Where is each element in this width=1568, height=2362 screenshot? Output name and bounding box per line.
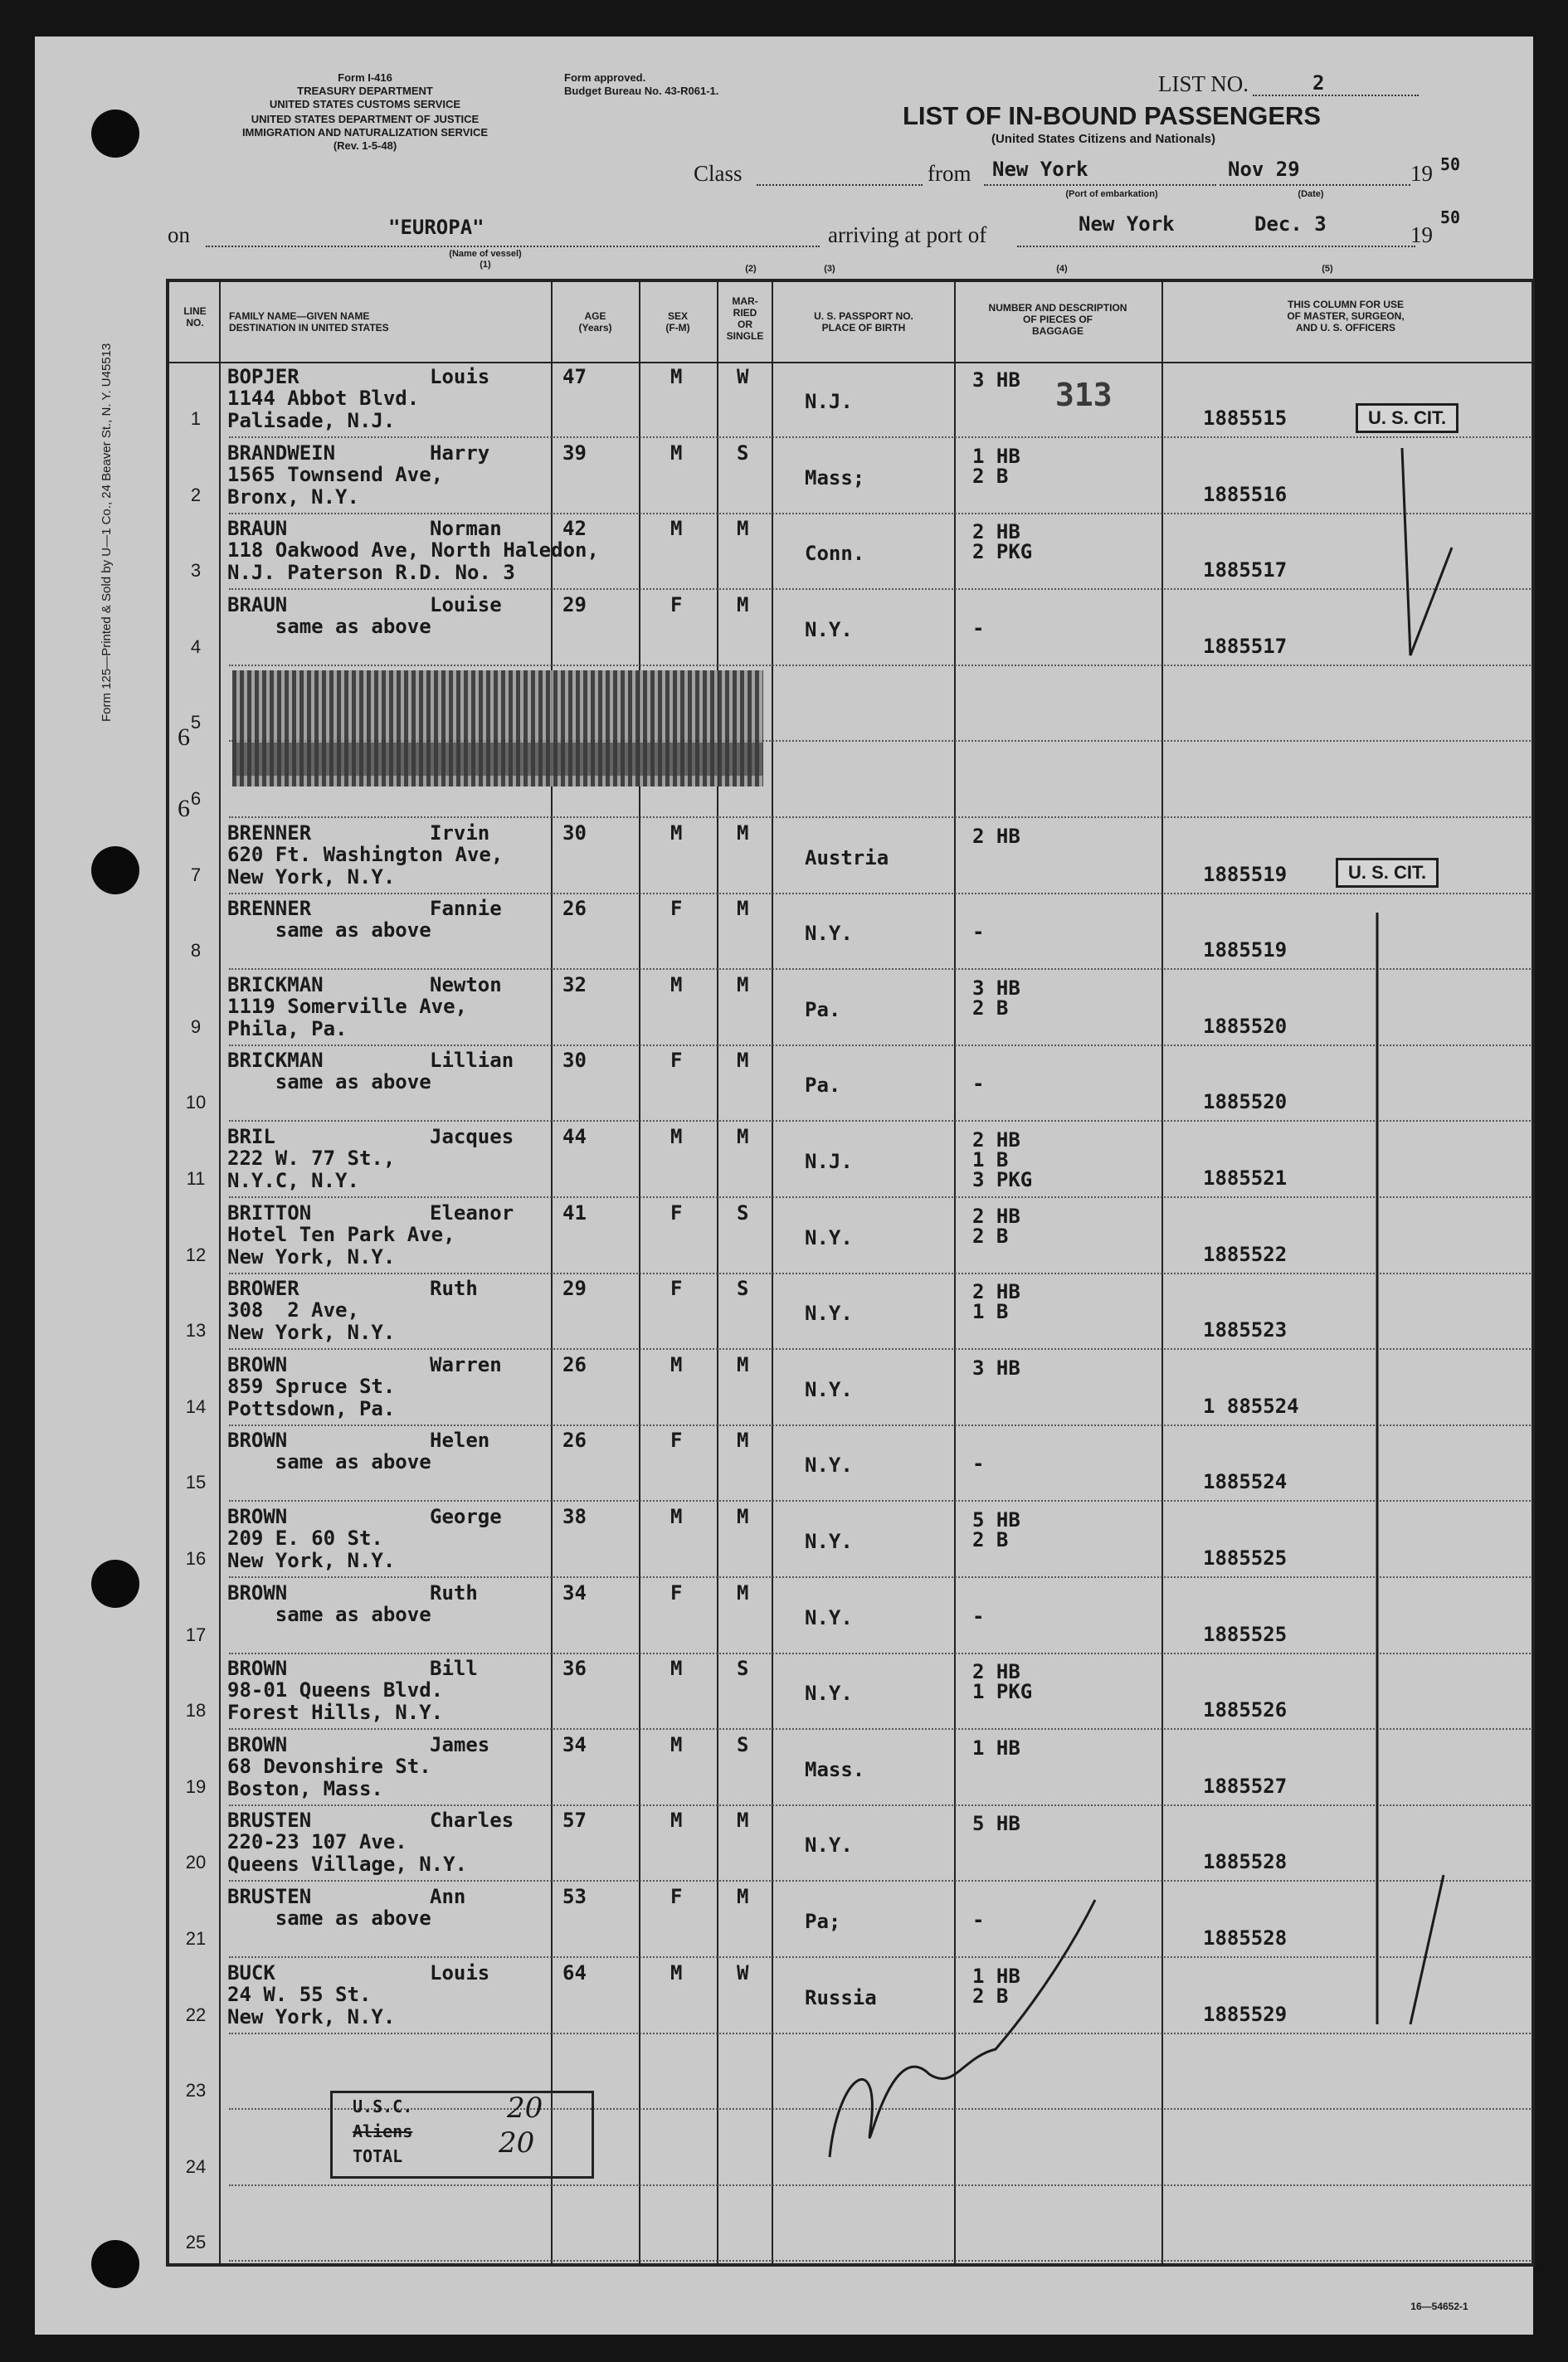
passenger-marital-status: M	[737, 1885, 749, 1908]
passenger-given-name: Ruth	[430, 1581, 478, 1605]
passenger-given-name: Lillian	[430, 1049, 514, 1072]
passenger-marital-status: W	[737, 365, 749, 388]
line-number: 19	[185, 1776, 207, 1797]
passenger-birthplace: Pa;	[805, 1910, 841, 1933]
passenger-sex: M	[670, 517, 683, 540]
line-number: 6	[190, 788, 202, 809]
passenger-marital-status: M	[737, 1581, 749, 1605]
officer-number: 1885516	[1203, 483, 1288, 506]
arrival-year: 50	[1440, 207, 1461, 227]
arrival-date: Dec. 3	[1254, 212, 1327, 236]
passenger-age: 36	[562, 1657, 587, 1680]
line-number: 24	[185, 2156, 207, 2177]
passenger-baggage: 5 HB	[972, 1508, 1020, 1532]
line-number: 10	[185, 1092, 207, 1113]
passenger-address: 118 Oakwood Ave, North Haledon,	[227, 538, 599, 562]
passenger-birthplace: N.Y.	[805, 1834, 853, 1857]
passenger-given-name: Harry	[430, 441, 490, 465]
passenger-address: Bronx, N.Y.	[227, 485, 359, 509]
passenger-age: 26	[562, 1429, 587, 1452]
col-baggage: NUMBER AND DESCRIPTION OF PIECES OF BAGGAGE	[988, 302, 1127, 337]
passenger-baggage: -	[972, 1908, 985, 1931]
passenger-address: New York, N.Y.	[227, 1549, 396, 1572]
passenger-address: Palisade, N.J.	[227, 409, 396, 432]
line-number: 2	[190, 485, 202, 505]
passenger-birthplace: Russia	[805, 1986, 877, 2009]
agency-ins: IMMIGRATION AND NATURALIZATION SERVICE	[241, 126, 489, 139]
passenger-age: 30	[562, 821, 587, 845]
passenger-marital-status: S	[737, 1277, 749, 1300]
passenger-birthplace: N.Y.	[805, 1530, 853, 1553]
officer-number: 1885515	[1203, 407, 1288, 430]
passenger-given-name: George	[430, 1505, 502, 1528]
passenger-sex: F	[670, 593, 683, 616]
stamp-number: 313	[1055, 377, 1113, 413]
port-of-embarkation: New York	[992, 158, 1088, 181]
passenger-given-name: James	[430, 1733, 490, 1756]
passenger-age: 29	[562, 593, 587, 616]
passenger-given-name: Irvin	[430, 821, 490, 845]
passenger-marital-status: S	[737, 1657, 749, 1680]
passenger-address: 24 W. 55 St.	[227, 1983, 372, 2006]
embarkation-year: 50	[1440, 154, 1461, 174]
line-number: 14	[185, 1396, 207, 1417]
passenger-surname: BRIL	[227, 1125, 275, 1148]
line-number: 18	[185, 1700, 207, 1721]
line-number: 23	[185, 2080, 207, 2101]
passenger-birthplace: Conn.	[805, 542, 865, 565]
usc-label: U.S.C.	[353, 2097, 413, 2116]
line-number: 16	[185, 1548, 207, 1569]
passenger-sex: M	[670, 1657, 683, 1680]
passenger-address: Queens Village, N.Y.	[227, 1853, 467, 1876]
passenger-marital-status: M	[737, 1505, 749, 1528]
passenger-marital-status: M	[737, 821, 749, 845]
list-no-label: LIST NO.	[1158, 71, 1249, 96]
passenger-address: Hotel Ten Park Ave,	[227, 1223, 455, 1246]
passenger-address: same as above	[227, 1603, 431, 1626]
passenger-baggage: 2 B	[972, 1985, 1009, 2008]
passenger-birthplace: N.J.	[805, 1150, 853, 1173]
passenger-address: same as above	[227, 1450, 431, 1473]
passenger-address: New York, N.Y.	[227, 1321, 396, 1344]
passenger-sex: F	[670, 1277, 683, 1300]
passenger-surname: BRITTON	[227, 1201, 312, 1225]
passenger-marital-status: M	[737, 1353, 749, 1376]
arrival-port: New York	[1079, 212, 1175, 236]
passenger-sex: M	[670, 1353, 683, 1376]
passenger-birthplace: Pa.	[805, 1074, 841, 1097]
col-married: MAR- RIED OR SINGLE	[726, 295, 764, 342]
passenger-birthplace: N.Y.	[805, 1378, 853, 1401]
passenger-address: N.J. Paterson R.D. No. 3	[227, 561, 515, 584]
passenger-given-name: Bill	[430, 1657, 478, 1680]
line-number: 8	[190, 940, 202, 961]
passenger-marital-status: S	[737, 1733, 749, 1756]
passenger-baggage: 5 HB	[972, 1812, 1020, 1835]
passenger-surname: BROWER	[227, 1277, 299, 1300]
officer-number: 1885521	[1203, 1166, 1288, 1190]
passenger-sex: M	[670, 973, 683, 996]
agency-justice: UNITED STATES DEPARTMENT OF JUSTICE	[251, 113, 480, 125]
officer-number: 1885526	[1203, 1698, 1288, 1722]
passenger-baggage: -	[972, 1452, 985, 1475]
passenger-baggage: 2 HB	[972, 1280, 1020, 1303]
officer-number: 1885522	[1203, 1243, 1288, 1266]
officer-signature	[830, 1900, 1095, 2157]
col-line-no: LINE NO.	[183, 305, 207, 329]
passenger-baggage: -	[972, 1072, 985, 1095]
passenger-surname: BRANDWEIN	[227, 441, 336, 465]
passenger-sex: M	[670, 1505, 683, 1528]
passenger-age: 57	[562, 1809, 587, 1832]
officer-number: 1885528	[1203, 1850, 1288, 1873]
check-mark	[1410, 1875, 1444, 2024]
total-label: TOTAL	[353, 2146, 403, 2166]
passenger-sex: F	[670, 1201, 683, 1225]
passenger-baggage: 3 HB	[972, 976, 1020, 1000]
from-label: from	[928, 161, 971, 186]
line-number: 7	[190, 864, 202, 885]
passenger-address: New York, N.Y.	[227, 865, 396, 889]
line-number: 4	[190, 636, 202, 657]
passenger-given-name: Ruth	[430, 1277, 478, 1300]
passenger-given-name: Newton	[430, 973, 502, 996]
passenger-birthplace: N.Y.	[805, 1302, 853, 1325]
passenger-given-name: Helen	[430, 1429, 490, 1452]
passenger-address: Boston, Mass.	[227, 1777, 383, 1800]
page-subtitle: (United States Citizens and Nationals)	[991, 132, 1216, 146]
line-number: 5	[190, 712, 202, 733]
passenger-birthplace: N.Y.	[805, 1682, 853, 1705]
passenger-age: 39	[562, 441, 587, 465]
passenger-baggage: 2 HB	[972, 1128, 1020, 1152]
passenger-sex: M	[670, 1125, 683, 1148]
passenger-given-name: Norman	[430, 517, 502, 540]
passenger-surname: BROWN	[227, 1657, 288, 1680]
officer-number: 1885523	[1203, 1318, 1288, 1342]
passenger-surname: BRICKMAN	[227, 973, 324, 996]
passenger-baggage: -	[972, 920, 985, 943]
passenger-address: 209 E. 60 St.	[227, 1527, 383, 1550]
passenger-address: 1119 Somerville Ave,	[227, 995, 467, 1018]
usc-count: 20	[507, 2092, 543, 2125]
page-title: LIST OF IN-BOUND PASSENGERS	[903, 101, 1322, 130]
passenger-age: 42	[562, 517, 587, 540]
footer-code: 16—54652-1	[1410, 2301, 1468, 2312]
passenger-sex: M	[670, 1733, 683, 1756]
passenger-surname: BRAUN	[227, 593, 288, 616]
passenger-surname: BRENNER	[227, 897, 312, 920]
officer-number: 1885520	[1203, 1015, 1288, 1038]
embarkation-date: Nov 29	[1228, 158, 1300, 181]
passenger-birthplace: Mass.	[805, 1758, 865, 1781]
passenger-given-name: Ann	[430, 1885, 466, 1908]
line-number: 3	[190, 560, 202, 581]
passenger-age: 32	[562, 973, 587, 996]
passenger-address: New York, N.Y.	[227, 2005, 396, 2028]
passenger-surname: BOPJER	[227, 365, 299, 388]
passenger-surname: BRENNER	[227, 821, 312, 845]
col-passport: U. S. PASSPORT NO. PLACE OF BIRTH	[814, 310, 913, 334]
passenger-baggage: 2 HB	[972, 825, 1020, 848]
passenger-given-name: Warren	[430, 1353, 502, 1376]
col-age: AGE (Years)	[578, 310, 612, 334]
passenger-marital-status: M	[737, 897, 749, 920]
officer-number: 1885525	[1203, 1623, 1288, 1646]
passenger-birthplace: N.Y.	[805, 1606, 853, 1629]
passenger-age: 30	[562, 1049, 587, 1072]
passenger-baggage: 2 B	[972, 1528, 1009, 1551]
agency-treasury: TREASURY DEPARTMENT	[297, 85, 433, 97]
passenger-sex: M	[670, 441, 683, 465]
passenger-sex: F	[670, 1429, 683, 1452]
passenger-birthplace: N.J.	[805, 390, 853, 413]
passenger-baggage: -	[972, 616, 985, 640]
passenger-age: 29	[562, 1277, 587, 1300]
officer-number: 1885519	[1203, 938, 1288, 962]
passenger-given-name: Louise	[430, 593, 502, 616]
passenger-address: same as above	[227, 1907, 431, 1930]
voided-line-mark: 6	[178, 795, 190, 822]
passenger-baggage: 2 B	[972, 1225, 1009, 1248]
passenger-baggage: 3 HB	[972, 368, 1020, 392]
passenger-address: New York, N.Y.	[227, 1245, 396, 1269]
form-revision: (Rev. 1-5-48)	[333, 139, 397, 152]
passenger-sex: F	[670, 1581, 683, 1605]
arriving-label: arriving at port of	[828, 222, 987, 247]
line-number: 17	[185, 1624, 207, 1645]
line-number: 15	[185, 1472, 207, 1493]
passenger-age: 53	[562, 1885, 587, 1908]
line-number: 13	[185, 1320, 207, 1341]
passenger-surname: BROWN	[227, 1581, 288, 1605]
passenger-age: 34	[562, 1581, 587, 1605]
line-number: 20	[185, 1852, 207, 1873]
passenger-surname: BRAUN	[227, 517, 288, 540]
officer-number: 1885525	[1203, 1546, 1288, 1570]
passenger-address: same as above	[227, 1070, 431, 1093]
passenger-age: 41	[562, 1201, 587, 1225]
passenger-sex: M	[670, 821, 683, 845]
line-number: 9	[190, 1016, 202, 1037]
passenger-marital-status: M	[737, 973, 749, 996]
passenger-marital-status: M	[737, 593, 749, 616]
agency-customs: UNITED STATES CUSTOMS SERVICE	[269, 98, 461, 110]
officer-number: 1885527	[1203, 1775, 1288, 1798]
officer-number: 1 885524	[1203, 1395, 1299, 1418]
passenger-age: 44	[562, 1125, 587, 1148]
officer-number: 1885517	[1203, 635, 1288, 658]
passenger-age: 64	[562, 1961, 587, 1985]
passenger-sex: M	[670, 365, 683, 388]
us-citizen-stamp: U. S. CIT.	[1356, 403, 1458, 433]
passenger-baggage: 2 HB	[972, 1205, 1020, 1228]
passenger-birthplace: Austria	[805, 846, 889, 869]
col-sex: SEX (F-M)	[665, 310, 690, 334]
passenger-address: same as above	[227, 615, 431, 638]
passenger-surname: BRUSTEN	[227, 1885, 312, 1908]
passenger-surname: BROWN	[227, 1505, 288, 1528]
passenger-sex: F	[670, 1885, 683, 1908]
passenger-birthplace: N.Y.	[805, 1226, 853, 1249]
line-number: 22	[185, 2004, 207, 2025]
passenger-given-name: Jacques	[430, 1125, 514, 1148]
passenger-given-name: Fannie	[430, 897, 502, 920]
passenger-address: 859 Spruce St.	[227, 1375, 396, 1398]
class-label: Class	[694, 161, 743, 186]
passenger-baggage: 2 HB	[972, 520, 1020, 543]
passenger-baggage: 2 B	[972, 996, 1009, 1020]
passenger-address: same as above	[227, 918, 431, 942]
passenger-baggage: -	[972, 1605, 985, 1628]
passenger-marital-status: M	[737, 1049, 749, 1072]
passenger-birthplace: N.Y.	[805, 1454, 853, 1477]
col-officers: THIS COLUMN FOR USE OF MASTER, SURGEON, AND U. S. OFFICERS	[1287, 299, 1405, 334]
passenger-surname: BROWN	[227, 1429, 288, 1452]
passenger-marital-status: S	[737, 1201, 749, 1225]
passenger-baggage: 2 HB	[972, 1660, 1020, 1683]
total-count: 20	[499, 2126, 535, 2160]
passenger-address: Forest Hills, N.Y.	[227, 1701, 444, 1724]
list-no: 2	[1312, 71, 1325, 95]
passenger-sex: M	[670, 1961, 683, 1985]
form-approval: Form approved. Budget Bureau No. 43-R061-1.	[564, 71, 719, 97]
passenger-sex: M	[670, 1809, 683, 1832]
passenger-marital-status: M	[737, 1429, 749, 1452]
col-name: FAMILY NAME—GIVEN NAME DESTINATION IN UNITED STATES	[229, 310, 389, 334]
officer-number: 1885519	[1203, 863, 1288, 886]
passenger-given-name: Louis	[430, 365, 490, 388]
passenger-address: N.Y.C, N.Y.	[227, 1169, 359, 1192]
passenger-baggage: 2 PKG	[972, 540, 1033, 563]
passenger-address: 1565 Townsend Ave,	[227, 463, 444, 486]
passenger-sex: F	[670, 1049, 683, 1072]
passenger-baggage: 3 PKG	[972, 1168, 1033, 1191]
line-number: 25	[185, 2232, 207, 2252]
passenger-address: Pottsdown, Pa.	[227, 1397, 396, 1420]
passenger-baggage: 1 B	[972, 1300, 1009, 1323]
form-number: Form I-416	[338, 71, 392, 84]
line-number: 1	[190, 408, 202, 429]
passenger-age: 26	[562, 897, 587, 920]
passenger-address: 620 Ft. Washington Ave,	[227, 843, 504, 866]
passenger-birthplace: N.Y.	[805, 618, 853, 641]
passenger-marital-status: M	[737, 517, 749, 540]
passenger-baggage: 1 PKG	[972, 1680, 1033, 1703]
line-number: 21	[185, 1928, 207, 1949]
check-mark	[1402, 448, 1452, 655]
passenger-address: 308 2 Ave,	[227, 1298, 359, 1322]
passenger-baggage: 3 HB	[972, 1356, 1020, 1380]
voided-line-mark: 6	[178, 723, 190, 751]
passenger-address: 222 W. 77 St.,	[227, 1147, 396, 1170]
passenger-age: 47	[562, 365, 587, 388]
passenger-surname: BROWN	[227, 1353, 288, 1376]
passenger-surname: BROWN	[227, 1733, 288, 1756]
passenger-marital-status: M	[737, 1125, 749, 1148]
officer-number: 1885529	[1203, 2003, 1288, 2026]
passenger-surname: BRICKMAN	[227, 1049, 324, 1072]
passenger-age: 38	[562, 1505, 587, 1528]
passenger-surname: BUCK	[227, 1961, 275, 1985]
passenger-birthplace: N.Y.	[805, 922, 853, 945]
passenger-baggage: 2 B	[972, 465, 1009, 488]
officer-number: 1885528	[1203, 1926, 1288, 1950]
passenger-surname: BRUSTEN	[227, 1809, 312, 1832]
passenger-address: 68 Devonshire St.	[227, 1755, 431, 1778]
passenger-address: 98-01 Queens Blvd.	[227, 1678, 444, 1702]
passenger-address: 1144 Abbot Blvd.	[227, 387, 420, 410]
aliens-label: Aliens	[353, 2121, 413, 2141]
passenger-address: Phila, Pa.	[227, 1017, 348, 1040]
passenger-given-name: Eleanor	[430, 1201, 514, 1225]
passenger-age: 26	[562, 1353, 587, 1376]
passenger-given-name: Charles	[430, 1809, 514, 1832]
passenger-given-name: Louis	[430, 1961, 490, 1985]
line-number: 11	[186, 1168, 206, 1189]
passenger-baggage: 1 HB	[972, 445, 1020, 468]
passenger-birthplace: Mass;	[805, 466, 865, 489]
passenger-sex: F	[670, 897, 683, 920]
on-label: on	[168, 222, 190, 247]
officer-number: 1885520	[1203, 1090, 1288, 1113]
passenger-marital-status: W	[737, 1961, 749, 1985]
us-citizen-stamp: U. S. CIT.	[1336, 858, 1439, 888]
passenger-birthplace: Pa.	[805, 998, 841, 1021]
officer-number: 1885517	[1203, 558, 1288, 582]
passenger-marital-status: S	[737, 441, 749, 465]
passenger-baggage: 1 B	[972, 1148, 1009, 1171]
officer-number: 1885524	[1203, 1470, 1288, 1493]
passenger-marital-status: M	[737, 1809, 749, 1832]
passenger-baggage: 1 HB	[972, 1736, 1020, 1760]
passenger-address: 220-23 107 Ave.	[227, 1830, 407, 1853]
line-number: 12	[185, 1244, 207, 1265]
printer-note: Form 125—Printed & Sold by U—1 Co., 24 Beaver St., N. Y. U45513	[100, 343, 114, 722]
vessel-name: "EUROPA"	[388, 216, 485, 239]
passenger-baggage: 1 HB	[972, 1965, 1020, 1988]
passenger-age: 34	[562, 1733, 587, 1756]
